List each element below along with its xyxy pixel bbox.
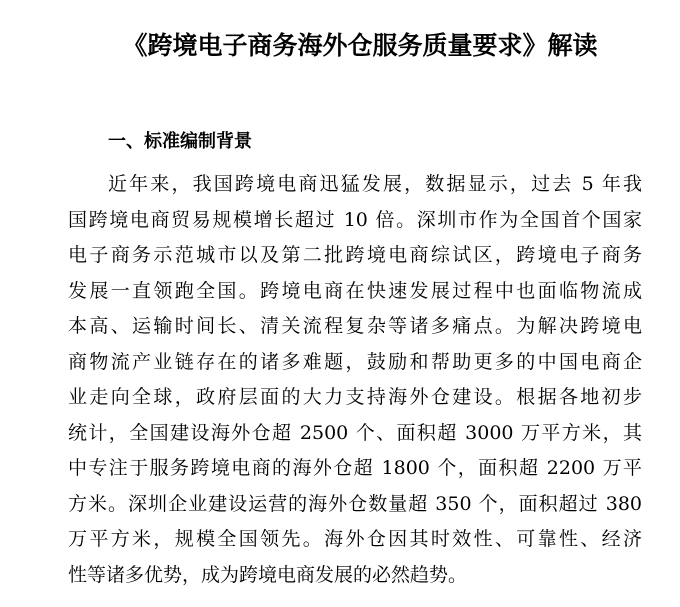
paragraph-line: 中专注于服务跨境电商的海外仓超 1800 个，面积超 2200 万平 — [68, 457, 642, 479]
paragraph-line: 国跨境电商贸易规模增长超过 10 倍。深圳市作为全国首个国家 — [68, 208, 642, 231]
paragraph-line: 发展一直领跑全国。跨境电商在快速发展过程中也面临物流成 — [68, 279, 642, 302]
paragraph-line: 统计，全国建设海外仓超 2500 个、面积超 3000 万平方米，其 — [68, 421, 642, 444]
paragraph-line: 性等诸多优势，成为跨境电商发展的必然趋势。 — [68, 563, 468, 586]
paragraph-line: 商物流产业链存在的诸多难题，鼓励和帮助更多的中国电商企 — [68, 350, 642, 373]
paragraph-line: 电子商务示范城市以及第二批跨境电商综试区，跨境电子商务 — [68, 244, 642, 266]
paragraph-line: 业走向全球，政府层面的大力支持海外仓建设。根据各地初步 — [68, 386, 642, 408]
paragraph-line: 方米。深圳企业建设运营的海外仓数量超 350 个，面积超过 380 — [68, 492, 642, 515]
paragraph-line: 万平方米，规模全国领先。海外仓因其时效性、可靠性、经济 — [68, 528, 642, 550]
body-paragraph — [68, 167, 642, 593]
paragraph-line: 本高、运输时间长、清关流程复杂等诸多痛点。为解决跨境电 — [68, 315, 642, 337]
section-heading: 一、标准编制背景 — [108, 131, 252, 152]
paragraph-line: 近年来，我国跨境电商迅猛发展，数据显示，过去 5 年我 — [108, 173, 642, 195]
document-title: 《跨境电子商务海外仓服务质量要求》解读 — [122, 31, 598, 60]
